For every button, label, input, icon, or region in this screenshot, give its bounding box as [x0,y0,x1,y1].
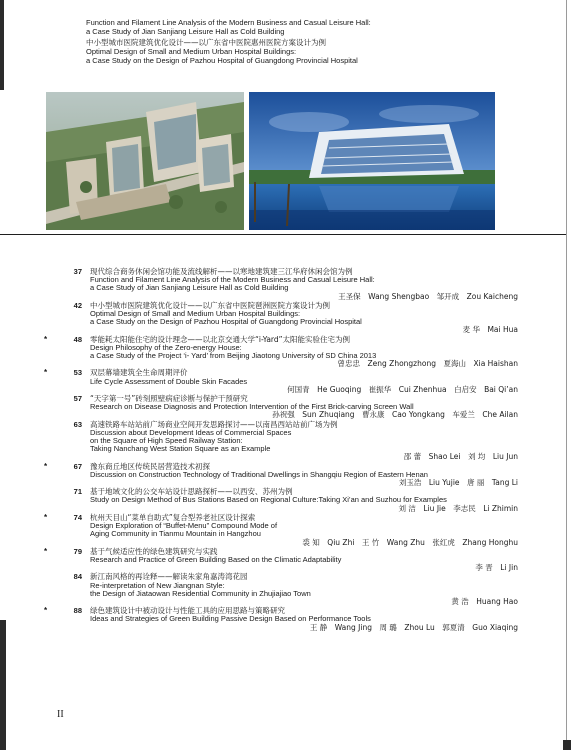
article-authors: 刘 洁 Liu Jie 李志民 Li Zhimin [398,503,518,513]
toc-entry[interactable] [44,463,518,488]
article-title-cn: 绿色建筑设计中被动设计与性能工具的应用思路与策略研究 [90,606,285,616]
header-line: Function and Filament Line Analysis of the Modern Business and Casual Leisure Hall: [86,18,371,27]
header-line: a Case Study on the Design of Pazhou Hospital of Guangdong Provincial Hospital [86,56,358,65]
article-title-cn: 新江南风格的再诠释——解读朱家角嘉涛湾花园 [90,572,248,582]
article-title-en: Taking Nanchang West Station Square as an Example [90,444,271,454]
article-authors: 邵 蕾 Shao Lei 刘 均 Liu Jun [403,452,518,462]
page-number: 67 [73,461,82,471]
toc-entry[interactable] [44,369,518,394]
article-authors: 曾忠忠 Zeng Zhongzhong 夏海山 Xia Haishan [337,359,518,369]
article-title-en: Discussion about Development Ideas of Commercial Spaces [90,427,292,437]
article-title-en: Research on Disease Diagnosis and Protection Intervention of the First Brick-carving Screen Wall [90,402,414,412]
article-title-cn: 高速铁路车站站前广场商业空间开发思路探讨——以南昌西站站前广场为例 [90,419,338,429]
article-title-en: Study on Design Method of Bus Stations Based on Regional Culture:Taking Xi’an and Suzhou for Examples [90,495,447,505]
toc-entry[interactable] [44,607,518,632]
waterfront-building-photo [249,92,495,230]
highlight-star: * [44,334,48,344]
page-number: 37 [73,267,82,276]
article-title-en: a Case Study of Jian Sanjiang Leisure Hall as Cold Building [90,283,289,293]
article-title-en: Function and Filament Line Analysis of the Modern Business and Casual Leisure Hall: [90,275,375,285]
page-number: 79 [73,546,82,556]
article-title-en: the Design of Jiataowan Residential Community in Zhujiajiao Town [90,588,311,598]
article-title-en: Research and Practice of Green Building Based on the Climatic Adaptability [90,554,342,564]
page-number: 74 [73,512,82,522]
page-folio: II [57,709,64,720]
article-title-en: Design Exploration of “Buffet-Menu” Compound Mode of [90,521,278,531]
article-title-en: Discussion on Construction Technology of Traditional Dwellings in Shangqiu Region of Eastern Henan [90,469,428,479]
toc-entry[interactable] [44,395,518,420]
article-title-en: a Case Study on the Design of Pazhou Hospital of Guangdong Provincial Hospital [90,317,362,327]
article-title-en: on the Square of High Speed Railway Station: [90,436,243,446]
scan-edge-right [566,0,567,750]
highlight-star: * [44,512,48,522]
header-line: a Case Study of Jian Sanjiang Leisure Hall as Cold Building [86,27,285,36]
article-title-cn: 双层幕墙建筑全生命周期评价 [90,368,188,378]
table-of-contents [44,268,518,633]
page-number: 88 [73,606,82,616]
article-authors: 何国青 He Guoqing 崔振华 Cui Zhenhua 白启安 Bai Qi’an [287,384,518,394]
toc-entry[interactable] [44,573,518,606]
toc-entry[interactable] [44,514,518,547]
toc-entry[interactable] [44,421,518,462]
highlight-star: * [44,546,48,556]
page-number: 57 [73,394,82,404]
article-title-cn: 杭州天目山“菜单自助式”复合型养老社区设计探索 [90,512,256,522]
aerial-rendering-photo [46,92,244,230]
article-title-en: a Case Study of the Project ‘i- Yard’ from Beijing Jiaotong University of SD China 2013 [90,351,377,361]
article-authors: 王 静 Wang Jing 周 璐 Zhou Lu 郭夏清 Guo Xiaqing [309,622,518,632]
highlight-star: * [44,606,48,616]
toc-entry[interactable] [44,268,518,301]
article-title-cn: 中小型城市医院建筑优化设计——以广东省中医院琶洲医院方案设计为例 [90,300,330,310]
toc-entry[interactable] [44,302,518,335]
article-title-en: Aging Community in Tianmu Mountain in Hangzhou [90,529,261,539]
page-number: 84 [73,572,82,582]
article-title-cn: 基于气候适应性的绿色建筑研究与实践 [90,546,218,556]
page-number: 48 [73,334,82,344]
article-authors: 裘 知 Qiu Zhi 王 竹 Wang Zhu 张红虎 Zhang Honghu [302,537,518,547]
article-title-en: Ideas and Strategies of Green Building Passive Design Based on Performance Tools [90,614,371,624]
article-authors: 麦 华 Mai Hua [462,325,518,335]
article-title-en: Optimal Design of Small and Medium Urban Hospital Buildings: [90,309,301,319]
header-line: 中小型城市医院建筑优化设计——以广东省中医院惠州医院方案设计为例 [86,38,326,47]
highlight-star: * [44,461,48,471]
article-title-cn: 基于地域文化的公交车站设计思路探析——以西安、苏州为例 [90,487,293,497]
article-title-cn: 现代综合商务休闲会馆功能及流线解析——以寒地建筑建三江华府休闲会馆为例 [90,267,353,276]
article-title-en: Life Cycle Assessment of Double Skin Facades [90,376,248,386]
article-authors: 刘玉浩 Liu Yujie 唐 丽 Tang Li [398,478,518,488]
scan-edge-corner [563,740,571,750]
scan-edge-top-left [0,0,4,90]
header-entry [86,38,526,65]
article-authors: 孙祝强 Sun Zhuqiang 曹永康 Cao Yongkang 车爱兰 Che Ailan [272,410,518,420]
page-number: 53 [73,368,82,378]
article-authors: 王圣保 Wang Shengbao 邹开成 Zou Kaicheng [338,291,518,301]
header-entry [86,18,526,36]
highlight-star: * [44,368,48,378]
article-title-cn: 豫东商丘地区传统民居营造技术初探 [90,461,210,471]
header-text-block [86,18,526,67]
page-number: 63 [73,419,82,429]
article-title-cn: 零能耗太阳能住宅的设计理念——以北京交通大学“i-Yard”太阳能实验住宅为例 [90,334,351,344]
page-number: 42 [73,300,82,310]
toc-entry[interactable] [44,548,518,573]
toc-entry[interactable] [44,336,518,369]
header-line: Optimal Design of Small and Medium Urban Hospital Buildings: [86,47,297,56]
page-number: 71 [73,487,82,497]
toc-entry[interactable] [44,488,518,513]
article-authors: 李 晋 Li Jin [475,563,518,573]
article-title-cn: “天字第一号”砖刻照壁病症诊断与保护干预研究 [90,394,248,404]
article-title-en: Design Philosophy of the Zero-energy House: [90,342,242,352]
article-title-en: Re-interpretation of New Jiangnan Style: [90,580,225,590]
section-divider [0,234,566,235]
article-authors: 黄 浩 Huang Hao [451,596,518,606]
scan-edge-bottom-left [0,620,6,750]
